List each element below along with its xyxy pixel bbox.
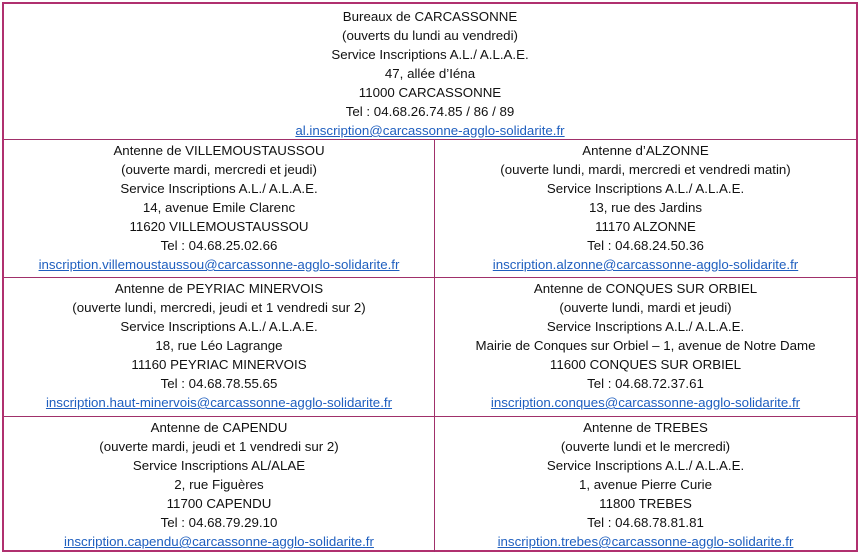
- branch-city: 11170 ALZONNE: [595, 219, 696, 234]
- branch-city: 11620 VILLEMOUSTAUSSOU: [129, 219, 309, 234]
- branch-hours: (ouverte mardi, jeudi et 1 vendredi sur 2): [99, 439, 339, 454]
- branch-street: 13, rue des Jardins: [588, 200, 703, 215]
- branch-name: Antenne de PEYRIAC MINERVOIS: [114, 281, 324, 296]
- branch-phone: Tel : 04.68.78.81.81: [587, 515, 704, 530]
- branch-cell-trebes: [435, 418, 856, 551]
- branch-email-link[interactable]: inscription.villemoustaussou@carcassonne-agglo-solidarite.fr: [38, 257, 400, 272]
- branch-service: Service Inscriptions AL/ALAE: [132, 458, 306, 473]
- branch-city: 11600 CONQUES SUR ORBIEL: [549, 357, 742, 372]
- branch-name: Antenne de VILLEMOUSTAUSSOU: [113, 143, 325, 158]
- branch-street: 1, avenue Pierre Curie: [578, 477, 713, 492]
- branch-email-link[interactable]: inscription.haut-minervois@carcassonne-agglo-solidarite.fr: [45, 395, 393, 410]
- branch-street: 2, rue Figuères: [174, 477, 264, 492]
- branch-phone: Tel : 04.68.72.37.61: [587, 376, 704, 391]
- branch-street: Mairie de Conques sur Orbiel – 1, avenue de Notre Dame: [475, 338, 816, 353]
- branch-phone: Tel : 04.68.79.29.10: [160, 515, 278, 530]
- branch-service: Service Inscriptions A.L./ A.L.A.E.: [546, 458, 745, 473]
- branch-phone: Tel : 04.68.78.55.65: [160, 376, 278, 391]
- branch-hours: (ouverte lundi, mardi et jeudi): [559, 300, 732, 315]
- branch-phone: Tel : 04.68.25.02.66: [160, 238, 278, 253]
- branch-email-link[interactable]: inscription.trebes@carcassonne-agglo-solidarite.fr: [497, 534, 794, 549]
- branch-cell-conques-sur-orbiel: [435, 279, 856, 412]
- row-divider: [4, 277, 856, 278]
- branch-cell-villemoustaussou: [4, 141, 434, 274]
- branch-service: Service Inscriptions A.L./ A.L.A.E.: [120, 181, 318, 196]
- branch-city: 11800 TREBES: [599, 496, 692, 511]
- branch-phone: Tel : 04.68.24.50.36: [587, 238, 704, 253]
- branch-street: 18, rue Léo Lagrange: [155, 338, 283, 353]
- office-service: Service Inscriptions A.L./ A.L.A.E.: [331, 47, 529, 62]
- branch-street: 14, avenue Emile Clarenc: [142, 200, 296, 215]
- branch-hours: (ouverte mardi, mercredi et jeudi): [121, 162, 317, 177]
- branch-name: Antenne de TREBES: [583, 420, 708, 435]
- branch-name: Antenne d’ALZONNE: [582, 143, 709, 158]
- main-office-cell: [4, 7, 856, 140]
- office-name: Bureaux de CARCASSONNE: [342, 9, 518, 24]
- branch-hours: (ouverte lundi, mercredi, jeudi et 1 vendredi sur 2): [72, 300, 366, 315]
- branch-cell-capendu: [4, 418, 434, 551]
- branch-name: Antenne de CONQUES SUR ORBIEL: [533, 281, 758, 296]
- branch-hours: (ouverte lundi et le mercredi): [560, 439, 731, 454]
- branch-cell-peyriac-minervois: [4, 279, 434, 412]
- branch-email-link[interactable]: inscription.alzonne@carcassonne-agglo-solidarite.fr: [492, 257, 799, 272]
- office-phone: Tel : 04.68.26.74.85 / 86 / 89: [345, 104, 515, 119]
- branch-cell-alzonne: [435, 141, 856, 274]
- office-email-link[interactable]: al.inscription@carcassonne-agglo-solidarite.fr: [295, 123, 565, 138]
- branch-email-link[interactable]: inscription.conques@carcassonne-agglo-solidarite.fr: [490, 395, 801, 410]
- branch-name: Antenne de CAPENDU: [150, 420, 288, 435]
- office-city: 11000 CARCASSONNE: [358, 85, 502, 100]
- branch-city: 11700 CAPENDU: [166, 496, 272, 511]
- branch-city: 11160 PEYRIAC MINERVOIS: [131, 357, 307, 372]
- branch-email-link[interactable]: inscription.capendu@carcassonne-agglo-solidarite.fr: [64, 534, 374, 549]
- branch-service: Service Inscriptions A.L./ A.L.A.E.: [120, 319, 318, 334]
- office-hours: (ouverts du lundi au vendredi): [342, 28, 518, 43]
- branch-hours: (ouverte lundi, mardi, mercredi et vendredi matin): [500, 162, 791, 177]
- office-street: 47, allée d’Iéna: [384, 66, 476, 81]
- row-divider: [4, 416, 856, 417]
- branch-service: Service Inscriptions A.L./ A.L.A.E.: [546, 181, 745, 196]
- branch-service: Service Inscriptions A.L./ A.L.A.E.: [546, 319, 745, 334]
